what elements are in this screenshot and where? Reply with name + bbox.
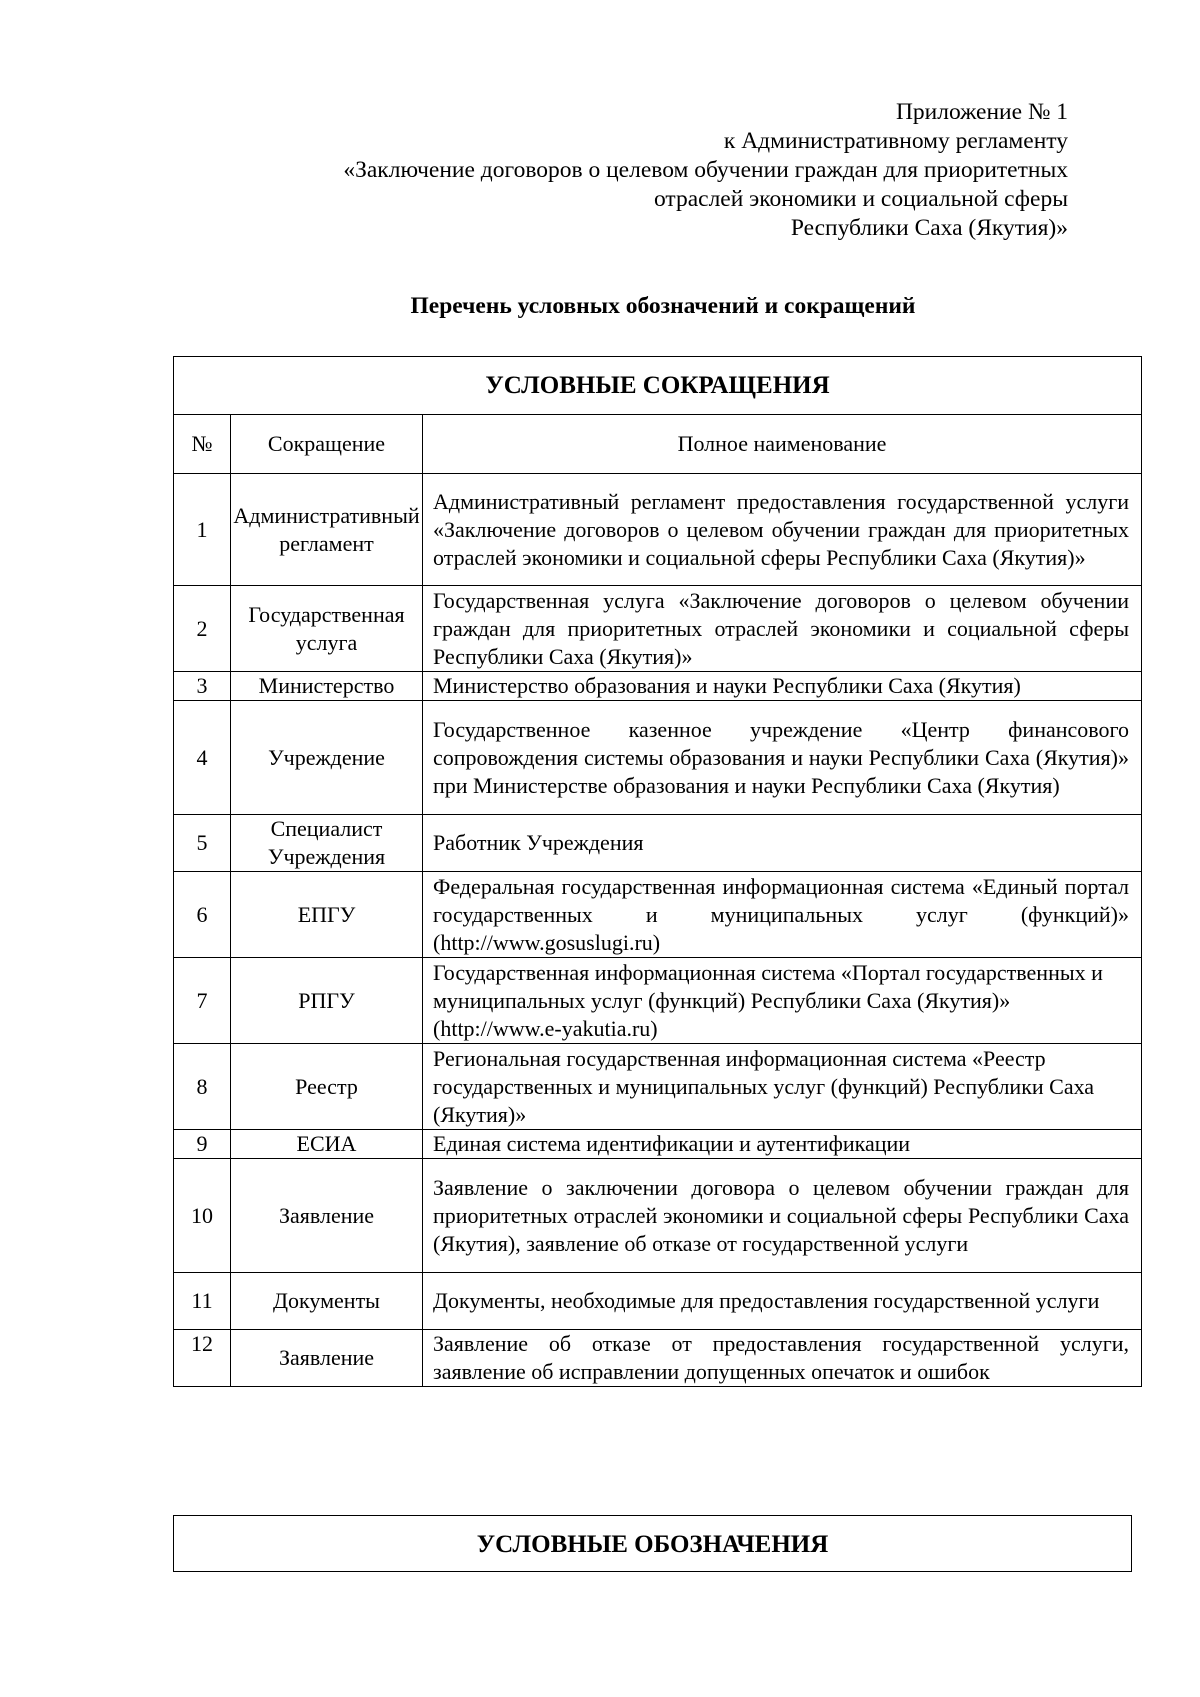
row-abbreviation: Государственная услуга bbox=[231, 586, 423, 672]
table-row bbox=[174, 1273, 1142, 1330]
attachment-line: Республики Саха (Якутия)» bbox=[790, 215, 1068, 241]
row-full-name: Единая система идентификации и аутентификации bbox=[423, 1130, 1142, 1159]
table-row bbox=[174, 958, 1142, 1044]
row-full-name: Государственная услуга «Заключение договоров о целевом обучении граждан для приоритетных отраслей экономики и социальной сферы Республики Саха (Якутия)» bbox=[423, 586, 1142, 672]
row-abbreviation: Административный регламент bbox=[231, 474, 423, 586]
row-number: 1 bbox=[174, 474, 231, 586]
attachment-line: Приложение № 1 bbox=[895, 99, 1068, 125]
attachment-line: к Административному регламенту bbox=[723, 128, 1068, 154]
row-abbreviation: ЕСИА bbox=[231, 1130, 423, 1159]
row-number: 12 bbox=[174, 1330, 231, 1387]
table-row bbox=[174, 1159, 1142, 1273]
abbreviations-section-title: УСЛОВНЫЕ СОКРАЩЕНИЯ bbox=[174, 357, 1142, 415]
row-full-name: Федеральная государственная информационная система «Единый портал государственных и муниципальных услуг (функций)» (http://www.gosuslugi.ru) bbox=[423, 872, 1142, 958]
row-abbreviation: Заявление bbox=[231, 1159, 423, 1273]
row-full-name: Государственная информационная система «Портал государственных и муниципальных услуг (функций) Республики Саха (Якутия)» (http://www.e-yakutia.ru) bbox=[423, 958, 1142, 1044]
row-abbreviation: Заявление bbox=[231, 1330, 423, 1387]
table-row bbox=[174, 1044, 1142, 1130]
row-full-name: Министерство образования и науки Республики Саха (Якутия) bbox=[423, 672, 1142, 701]
row-number: 2 bbox=[174, 586, 231, 672]
designations-section-title: УСЛОВНЫЕ ОБОЗНАЧЕНИЯ bbox=[173, 1515, 1132, 1572]
attachment-line: «Заключение договоров о целевом обучении граждан для приоритетных bbox=[343, 157, 1068, 183]
row-full-name: Региональная государственная информационная система «Реестр государственных и муниципальных услуг (функций) Республики Саха (Якутия)» bbox=[423, 1044, 1142, 1130]
row-abbreviation: РПГУ bbox=[231, 958, 423, 1044]
column-header-abbreviation: Сокращение bbox=[231, 415, 423, 474]
table-row bbox=[174, 872, 1142, 958]
table-row bbox=[174, 1330, 1142, 1387]
table-row bbox=[174, 1130, 1142, 1159]
row-number: 5 bbox=[174, 815, 231, 872]
row-full-name: Работник Учреждения bbox=[423, 815, 1142, 872]
table-row bbox=[174, 474, 1142, 586]
row-full-name: Заявление об отказе от предоставления государственной услуги, заявление об исправлении допущенных опечаток и ошибок bbox=[423, 1330, 1142, 1387]
column-header-full-name: Полное наименование bbox=[423, 415, 1142, 474]
table-row bbox=[174, 701, 1142, 815]
row-number: 10 bbox=[174, 1159, 231, 1273]
row-number: 6 bbox=[174, 872, 231, 958]
row-number: 3 bbox=[174, 672, 231, 701]
row-abbreviation: Специалист Учреждения bbox=[231, 815, 423, 872]
table-row bbox=[174, 672, 1142, 701]
attachment-header bbox=[343, 98, 1068, 243]
table-row bbox=[174, 815, 1142, 872]
row-number: 8 bbox=[174, 1044, 231, 1130]
row-abbreviation: Реестр bbox=[231, 1044, 423, 1130]
row-abbreviation: Учреждение bbox=[231, 701, 423, 815]
row-full-name: Документы, необходимые для предоставления государственной услуги bbox=[423, 1273, 1142, 1330]
row-number: 11 bbox=[174, 1273, 231, 1330]
table-row bbox=[174, 586, 1142, 672]
document-title: Перечень условных обозначений и сокращений bbox=[410, 293, 916, 319]
row-number: 4 bbox=[174, 701, 231, 815]
row-abbreviation: Министерство bbox=[231, 672, 423, 701]
row-abbreviation: ЕПГУ bbox=[231, 872, 423, 958]
row-number: 7 bbox=[174, 958, 231, 1044]
abbreviations-table bbox=[173, 356, 1142, 1387]
row-full-name: Административный регламент предоставления государственной услуги «Заключение договоров о целевом обучении граждан для приоритетных отраслей экономики и социальной сферы Республики Саха (Якутия)» bbox=[423, 474, 1142, 586]
row-number: 9 bbox=[174, 1130, 231, 1159]
row-full-name: Заявление о заключении договора о целевом обучении граждан для приоритетных отраслей экономики и социальной сферы Республики Саха (Якутия), заявление об отказе от государственной услуги bbox=[423, 1159, 1142, 1273]
row-abbreviation: Документы bbox=[231, 1273, 423, 1330]
row-full-name: Государственное казенное учреждение «Центр финансового сопровождения системы образования и науки Республики Саха (Якутия)» при Министерстве образования и науки Республики Саха (Якутия) bbox=[423, 701, 1142, 815]
column-header-number: № bbox=[174, 415, 231, 474]
attachment-line: отраслей экономики и социальной сферы bbox=[653, 186, 1068, 212]
